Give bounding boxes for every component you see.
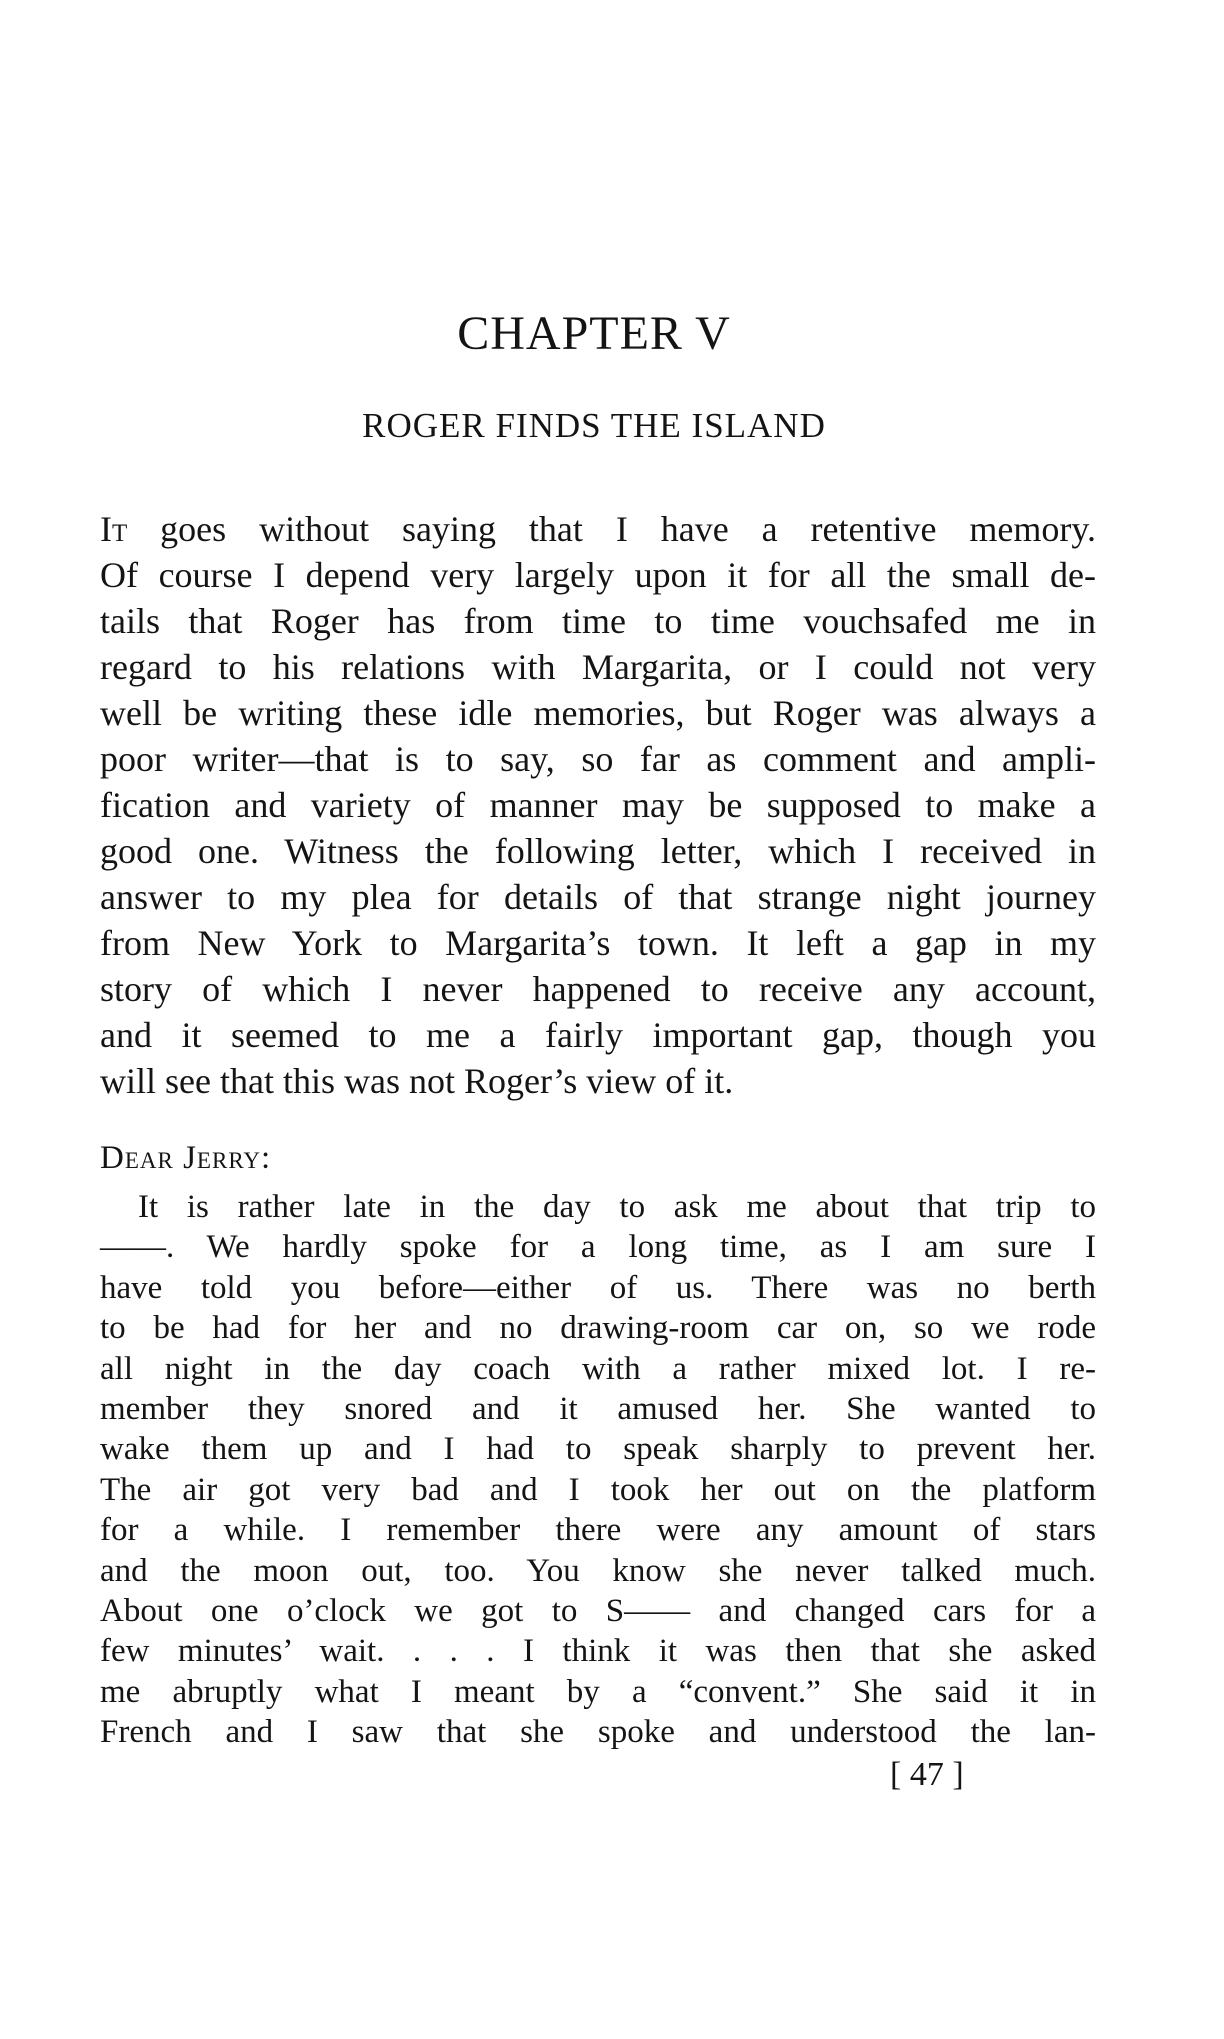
text-line: fication and variety of manner may be supposed to make a <box>100 785 1096 825</box>
text-line: to be had for her and no drawing-room car on, so we rode <box>100 1310 1096 1347</box>
text-line: from New York to Margarita’s town. It left a gap in my <box>100 923 1096 963</box>
narrative-paragraph <box>100 506 1096 1104</box>
text-line: tails that Roger has from time to time vouchsafed me in <box>100 601 1096 641</box>
text-line: The air got very bad and I took her out on the platform <box>100 1471 1096 1508</box>
text-line: regard to his relations with Margarita, or I could not very <box>100 647 1096 687</box>
text-line: for a while. I remember there were any amount of stars <box>100 1512 1096 1549</box>
text-line: Of course I depend very largely upon it for all the small de- <box>100 555 1096 595</box>
text-line: good one. Witness the following letter, which I received in <box>100 831 1096 871</box>
text-line: and the moon out, too. You know she never talked much. <box>100 1552 1096 1589</box>
text-line: ——. We hardly spoke for a long time, as I am sure I <box>100 1229 1096 1266</box>
text-line: will see that this was not Roger’s view of it. <box>100 1061 734 1101</box>
text-line: About one o’clock we got to S—— and changed cars for a <box>100 1592 1096 1629</box>
chapter-title: ROGER FINDS THE ISLAND <box>362 406 826 445</box>
text-line-content: goes without saying that I have a retentive memory. <box>127 509 1096 549</box>
text-line: have told you before—either of us. There was no berth <box>100 1269 1096 1306</box>
text-line: all night in the day coach with a rather mixed lot. I re- <box>100 1350 1096 1387</box>
text-line: wake them up and I had to speak sharply to prevent her. <box>100 1431 1096 1468</box>
text-line: well be writing these idle memories, but Roger was always a <box>100 693 1096 733</box>
text-line <box>100 506 1096 552</box>
page-number: [ 47 ] <box>890 1756 964 1793</box>
text-line: French and I saw that she spoke and understood the lan- <box>100 1714 1096 1751</box>
text-line: member they snored and it amused her. She wanted to <box>100 1390 1096 1427</box>
text-line: story of which I never happened to receive any account, <box>100 969 1096 1009</box>
text-line: and it seemed to me a fairly important gap, though you <box>100 1015 1096 1055</box>
text-line: poor writer—that is to say, so far as comment and ampli- <box>100 739 1096 779</box>
chapter-number: CHAPTER V <box>457 307 731 360</box>
letter-body <box>100 1187 1096 1752</box>
text-line: answer to my plea for details of that strange night journey <box>100 877 1096 917</box>
text-line: few minutes’ wait. . . . I think it was then that she asked <box>100 1633 1096 1670</box>
letter-salutation: Dear Jerry: <box>100 1140 272 1176</box>
dropcap-word: It <box>100 509 128 549</box>
text-line: me abruptly what I meant by a “convent.” She said it in <box>100 1673 1096 1710</box>
text-line: It is rather late in the day to ask me about that trip to <box>138 1189 1096 1225</box>
